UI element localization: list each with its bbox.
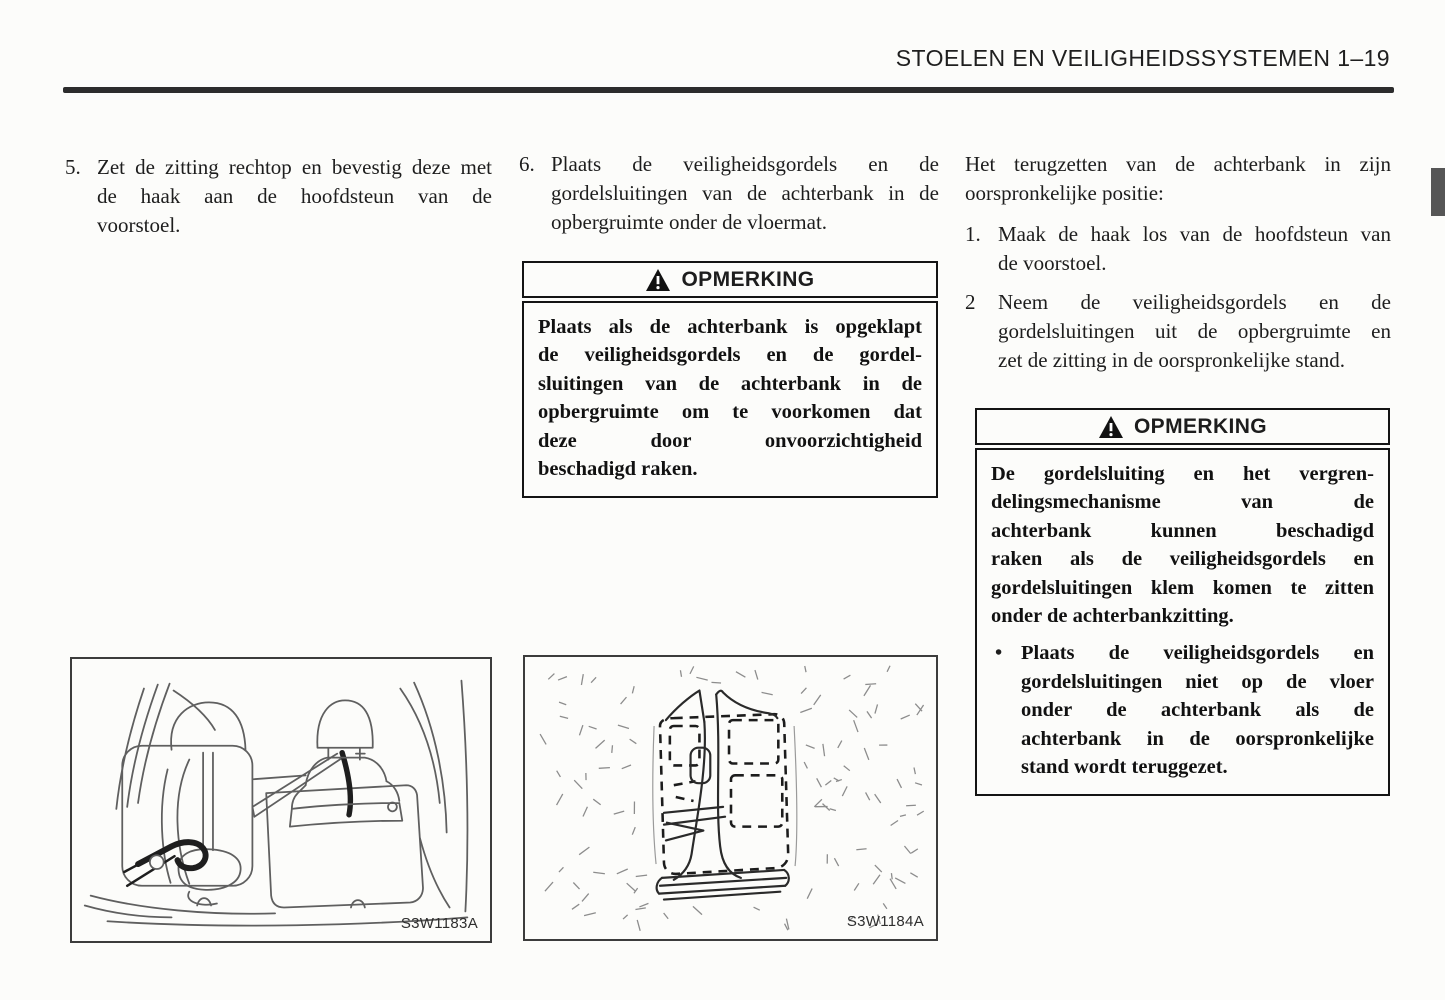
figure-belt-storage — [523, 655, 938, 941]
reinstall-step-2 — [965, 288, 1391, 375]
reinstall-step-1 — [965, 220, 1391, 278]
seat-hook-drawing — [72, 659, 490, 941]
note-title: OPMERKING — [681, 267, 815, 291]
belt-storage-drawing — [525, 657, 936, 939]
reinstall-step-1-text: Maak de haak los van de hoofdsteun van de voorstoel. — [998, 222, 1391, 275]
note-box-middle — [522, 261, 938, 498]
figure-code-label: S3W1183A — [400, 915, 478, 932]
figure-seat-hook — [70, 657, 492, 943]
note-body: De gordelsluiting en het vergren- delingsmechanisme van de achterbank kunnen beschadigd raken als de veiligheidsgordels en gordelsluitingen klem komen te zitten onder de achterbankzitting. — [991, 463, 1374, 628]
note-title-band — [522, 261, 938, 298]
reinstall-intro: Het terugzetten van de achterbank in zijn oorspronkelijke positie: — [965, 152, 1391, 205]
reinstall-step-2-number: 2 — [965, 290, 976, 314]
note-bullet-item — [991, 639, 1374, 781]
step-6-number: 6. — [519, 152, 535, 176]
step-6 — [519, 150, 939, 237]
step-5-text: Zet de zitting rechtop en bevestig deze met de haak aan de hoofdsteun van de voorstoel. — [97, 155, 492, 237]
reinstall-step-2-text: Neem de veiligheidsgordels en de gordelsluitingen uit de opbergruimte en zet de zitting in de oorspronkelijke stand. — [998, 290, 1391, 372]
step-5-number: 5. — [65, 155, 81, 179]
chapter-tab-marker — [1431, 168, 1445, 216]
bullet-icon: • — [995, 642, 1003, 665]
step-6-text: Plaats de veiligheidsgordels en de gordelsluitingen van de achterbank in de opbergruimte onder de vloermat. — [551, 152, 939, 234]
warning-triangle-icon — [1098, 415, 1124, 439]
reinstall-step-1-number: 1. — [965, 222, 981, 246]
carpet-texture — [540, 666, 924, 931]
note-title: OPMERKING — [1133, 414, 1268, 438]
header-rule — [63, 87, 1394, 93]
note-bullet-text: Plaats de veiligheidsgordels en gordelsluitingen niet op de vloer onder de achterbank als de achterbank in de oorspronkelijke stand wordt teruggezet. — [1021, 642, 1374, 779]
note-box-right — [975, 408, 1390, 796]
note-body: Plaats als de achterbank is opgeklapt de veiligheidsgordels en de gordel- sluitingen van de achterbank in de opbergruimte om te voorkomen dat deze door onvoorzichtigheid beschadigd raken. — [538, 316, 922, 481]
warning-triangle-icon — [645, 268, 671, 292]
step-5 — [65, 153, 492, 240]
note-title-band — [975, 408, 1390, 445]
figure-code-label: S3W1184A — [846, 913, 924, 930]
page-header-title: STOELEN EN VEILIGHEIDSSYSTEMEN 1–19 — [895, 45, 1390, 71]
